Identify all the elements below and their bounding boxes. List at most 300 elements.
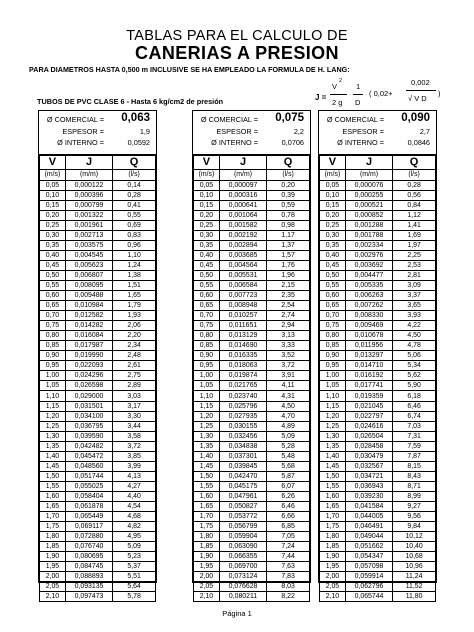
head-loss-cell: 0,039230 xyxy=(345,491,392,501)
flow-cell: 5,09 xyxy=(267,431,310,441)
head-loss-cell: 0,000097 xyxy=(219,180,266,190)
head-loss-cell: 0,030479 xyxy=(345,451,392,461)
velocity-cell: 1,50 xyxy=(320,471,346,481)
table-row xyxy=(194,431,310,441)
velocity-cell: 0,40 xyxy=(40,250,66,260)
velocity-cell: 0,50 xyxy=(40,270,66,280)
head-loss-cell: 0,016192 xyxy=(345,371,392,381)
velocity-cell: 1,95 xyxy=(40,562,66,572)
velocity-cell: 0,95 xyxy=(320,361,346,371)
table-row xyxy=(40,522,156,532)
head-loss-cell: 0,001961 xyxy=(65,220,112,230)
velocity-cell: 1,00 xyxy=(40,371,66,381)
head-loss-cell: 0,004477 xyxy=(345,270,392,280)
flow-cell: 1,37 xyxy=(267,240,310,250)
flow-cell: 3,44 xyxy=(113,421,156,431)
velocity-cell: 1,60 xyxy=(194,491,220,501)
velocity-cell: 0,95 xyxy=(40,361,66,371)
table-row xyxy=(320,381,436,391)
flow-cell: 3,85 xyxy=(113,451,156,461)
velocity-cell: 0,40 xyxy=(320,250,346,260)
column-units xyxy=(320,170,436,181)
head-loss-cell: 0,000641 xyxy=(219,200,266,210)
table-row xyxy=(40,311,156,321)
head-loss-cell: 0,021045 xyxy=(345,401,392,411)
table-row xyxy=(320,200,436,210)
formula-one: 1 xyxy=(356,82,361,91)
table-row xyxy=(320,461,436,471)
table-row xyxy=(320,572,436,582)
velocity-loss-flow-table xyxy=(39,155,156,602)
interno-label: Ø INTERNO = xyxy=(57,138,104,147)
table-row xyxy=(40,331,156,341)
head-loss-cell: 0,002894 xyxy=(219,240,266,250)
velocity-cell: 1,20 xyxy=(40,411,66,421)
table-row xyxy=(194,250,310,260)
table-row xyxy=(320,321,436,331)
velocity-cell: 0,80 xyxy=(40,331,66,341)
velocity-cell: 1,95 xyxy=(194,562,220,572)
pipe-block-063 xyxy=(38,110,157,601)
flow-cell: 3,72 xyxy=(267,361,310,371)
flow-cell: 7,63 xyxy=(267,562,310,572)
velocity-cell: 1,35 xyxy=(194,441,220,451)
head-loss-cell: 0,051662 xyxy=(345,542,392,552)
head-loss-cell: 0,002192 xyxy=(219,230,266,240)
velocity-cell: 0,30 xyxy=(40,230,66,240)
table-row xyxy=(40,421,156,431)
flow-cell: 4,50 xyxy=(267,401,310,411)
formula-sqrt-vd: √ V D xyxy=(408,94,427,103)
table-row xyxy=(40,220,156,230)
table-row xyxy=(194,341,310,351)
velocity-cell: 1,30 xyxy=(194,431,220,441)
table-row xyxy=(320,532,436,542)
flow-cell: 8,99 xyxy=(393,491,436,501)
table-row xyxy=(320,391,436,401)
head-loss-cell: 0,069117 xyxy=(65,522,112,532)
head-loss-cell: 0,045472 xyxy=(65,451,112,461)
flow-cell: 11,80 xyxy=(393,592,436,602)
flow-cell: 5,62 xyxy=(393,371,436,381)
flow-cell: 3,03 xyxy=(113,391,156,401)
flow-cell: 4,89 xyxy=(267,421,310,431)
flow-cell: 3,09 xyxy=(393,280,436,290)
column-j: J xyxy=(65,156,112,170)
unit-j: (m/m) xyxy=(65,170,112,181)
title-line-1: TABLAS PARA EL CALCULO DE xyxy=(126,28,348,44)
flow-cell: 6,66 xyxy=(267,512,310,522)
velocity-cell: 0,65 xyxy=(40,301,66,311)
table-row xyxy=(320,502,436,512)
head-loss-cell: 0,024616 xyxy=(345,421,392,431)
flow-cell: 8,71 xyxy=(393,481,436,491)
flow-cell: 4,27 xyxy=(113,481,156,491)
head-loss-cell: 0,053772 xyxy=(219,512,266,522)
velocity-cell: 1,40 xyxy=(320,451,346,461)
unit-j: (m/m) xyxy=(345,170,392,181)
table-row xyxy=(40,411,156,421)
table-row xyxy=(320,592,436,602)
table-row xyxy=(194,351,310,361)
head-loss-cell: 0,014710 xyxy=(345,361,392,371)
table-row xyxy=(194,451,310,461)
head-loss-cell: 0,065449 xyxy=(65,512,112,522)
flow-cell: 1,93 xyxy=(113,311,156,321)
head-loss-cell: 0,016084 xyxy=(65,331,112,341)
table-row xyxy=(194,280,310,290)
table-row xyxy=(194,461,310,471)
head-loss-cell: 0,025796 xyxy=(219,401,266,411)
flow-cell: 2,75 xyxy=(113,371,156,381)
head-loss-cell: 0,001288 xyxy=(345,220,392,230)
head-loss-cell: 0,003685 xyxy=(219,250,266,260)
velocity-cell: 1,00 xyxy=(320,371,346,381)
flow-cell: 3,91 xyxy=(267,371,310,381)
table-row xyxy=(40,190,156,200)
head-loss-cell: 0,007723 xyxy=(219,291,266,301)
velocity-cell: 2,00 xyxy=(194,572,220,582)
unit-j: (m/m) xyxy=(219,170,266,181)
velocity-cell: 1,65 xyxy=(320,502,346,512)
flow-cell: 8,03 xyxy=(267,582,310,592)
velocity-cell: 1,15 xyxy=(40,401,66,411)
flow-cell: 7,59 xyxy=(393,441,436,451)
flow-cell: 1,41 xyxy=(393,220,436,230)
espesor-value: 1,9 xyxy=(139,127,150,136)
velocity-cell: 0,70 xyxy=(320,311,346,321)
flow-cell: 5,64 xyxy=(113,582,156,592)
velocity-cell: 0,30 xyxy=(194,230,220,240)
table-row xyxy=(40,280,156,290)
velocity-cell: 0,15 xyxy=(320,200,346,210)
head-loss-cell: 0,003575 xyxy=(65,240,112,250)
table-row xyxy=(194,582,310,592)
table-row xyxy=(320,582,436,592)
flow-cell: 1,97 xyxy=(393,240,436,250)
velocity-cell: 1,60 xyxy=(40,491,66,501)
velocity-cell: 1,40 xyxy=(40,451,66,461)
pipe-block-090 xyxy=(318,110,437,601)
head-loss-cell: 0,000255 xyxy=(345,190,392,200)
velocity-cell: 1,50 xyxy=(40,471,66,481)
formula-fraction-bar-1 xyxy=(330,94,347,95)
table-row xyxy=(320,451,436,461)
table-row xyxy=(320,210,436,220)
head-loss-cell: 0,046491 xyxy=(345,522,392,532)
head-loss-cell: 0,059914 xyxy=(345,572,392,582)
head-loss-cell: 0,029000 xyxy=(65,391,112,401)
head-loss-cell: 0,022797 xyxy=(345,411,392,421)
velocity-cell: 1,05 xyxy=(40,381,66,391)
head-loss-cell: 0,009469 xyxy=(345,321,392,331)
head-loss-cell: 0,049044 xyxy=(345,532,392,542)
velocity-cell: 1,85 xyxy=(320,542,346,552)
velocity-cell: 0,20 xyxy=(40,210,66,220)
head-loss-cell: 0,093135 xyxy=(65,582,112,592)
flow-cell: 1,38 xyxy=(113,270,156,280)
head-loss-cell: 0,080211 xyxy=(219,592,266,602)
head-loss-cell: 0,001582 xyxy=(219,220,266,230)
head-loss-cell: 0,039845 xyxy=(219,461,266,471)
velocity-cell: 1,45 xyxy=(320,461,346,471)
table-row xyxy=(320,562,436,572)
flow-cell: 2,74 xyxy=(267,311,310,321)
flow-cell: 1,79 xyxy=(113,301,156,311)
flow-cell: 3,65 xyxy=(393,301,436,311)
head-loss-cell: 0,000396 xyxy=(65,190,112,200)
column-q: Q xyxy=(113,156,156,170)
velocity-cell: 1,15 xyxy=(194,401,220,411)
table-row xyxy=(320,250,436,260)
interno-label: Ø INTERNO = xyxy=(211,138,258,147)
flow-cell: 4,13 xyxy=(113,471,156,481)
velocity-cell: 0,55 xyxy=(40,280,66,290)
velocity-cell: 1,05 xyxy=(194,381,220,391)
flow-cell: 1,76 xyxy=(267,260,310,270)
flow-cell: 5,78 xyxy=(113,592,156,602)
unit-v: (m/s) xyxy=(194,170,220,181)
velocity-cell: 0,65 xyxy=(194,301,220,311)
flow-cell: 10,68 xyxy=(393,552,436,562)
formula-paren: ( 0,02+ xyxy=(369,89,393,98)
head-loss-cell: 0,032567 xyxy=(345,461,392,471)
title-line-2: CANERIAS A PRESION xyxy=(135,43,339,63)
head-loss-cell: 0,000316 xyxy=(219,190,266,200)
flow-cell: 0,69 xyxy=(113,220,156,230)
table-row xyxy=(194,371,310,381)
interno-label: Ø INTERNO = xyxy=(337,138,384,147)
unit-v: (m/s) xyxy=(320,170,346,181)
head-loss-cell: 0,008095 xyxy=(65,280,112,290)
table-row xyxy=(40,240,156,250)
head-loss-cell: 0,097473 xyxy=(65,592,112,602)
flow-cell: 2,20 xyxy=(113,331,156,341)
velocity-cell: 2,10 xyxy=(194,592,220,602)
table-row xyxy=(320,280,436,290)
velocity-cell: 0,75 xyxy=(40,321,66,331)
flow-cell: 5,51 xyxy=(113,572,156,582)
head-loss-cell: 0,022093 xyxy=(65,361,112,371)
head-loss-cell: 0,018063 xyxy=(219,361,266,371)
table-row xyxy=(40,461,156,471)
table-row xyxy=(320,361,436,371)
formula-j: J = xyxy=(315,93,327,102)
flow-cell: 3,52 xyxy=(267,351,310,361)
column-q: Q xyxy=(267,156,310,170)
velocity-cell: 0,90 xyxy=(320,351,346,361)
flow-cell: 0,14 xyxy=(113,180,156,190)
column-v: V xyxy=(320,156,346,170)
velocity-cell: 1,45 xyxy=(194,461,220,471)
head-loss-cell: 0,017741 xyxy=(345,381,392,391)
table-row xyxy=(40,401,156,411)
flow-cell: 10,96 xyxy=(393,562,436,572)
head-loss-cell: 0,004545 xyxy=(65,250,112,260)
flow-cell: 3,17 xyxy=(113,401,156,411)
velocity-cell: 1,25 xyxy=(40,421,66,431)
flow-cell: 7,24 xyxy=(267,542,310,552)
table-row xyxy=(194,200,310,210)
flow-cell: 3,13 xyxy=(267,331,310,341)
velocity-cell: 0,05 xyxy=(320,180,346,190)
table-row xyxy=(40,210,156,220)
head-loss-cell: 0,004564 xyxy=(219,260,266,270)
flow-cell: 10,12 xyxy=(393,532,436,542)
head-loss-cell: 0,010678 xyxy=(345,331,392,341)
table-row xyxy=(194,542,310,552)
head-loss-cell: 0,019990 xyxy=(65,351,112,361)
column-units xyxy=(194,170,310,181)
head-loss-cell: 0,014690 xyxy=(219,341,266,351)
table-row xyxy=(40,321,156,331)
velocity-cell: 1,80 xyxy=(320,532,346,542)
velocity-cell: 1,70 xyxy=(194,512,220,522)
velocity-cell: 1,70 xyxy=(40,512,66,522)
espesor-label: ESPESOR = xyxy=(62,127,104,136)
velocity-cell: 0,50 xyxy=(194,270,220,280)
table-row xyxy=(320,421,436,431)
velocity-cell: 1,50 xyxy=(194,471,220,481)
table-row xyxy=(320,180,436,190)
velocity-cell: 1,25 xyxy=(194,421,220,431)
head-loss-cell: 0,000521 xyxy=(345,200,392,210)
velocity-cell: 0,90 xyxy=(40,351,66,361)
velocity-cell: 1,40 xyxy=(194,451,220,461)
table-row xyxy=(320,291,436,301)
velocity-cell: 1,75 xyxy=(40,522,66,532)
flow-cell: 2,81 xyxy=(393,270,436,280)
flow-cell: 11,52 xyxy=(393,582,436,592)
velocity-cell: 0,90 xyxy=(194,351,220,361)
velocity-cell: 2,00 xyxy=(320,572,346,582)
flow-cell: 4,95 xyxy=(113,532,156,542)
flow-cell: 3,58 xyxy=(113,431,156,441)
velocity-cell: 1,70 xyxy=(320,512,346,522)
table-row xyxy=(194,572,310,582)
velocity-cell: 1,95 xyxy=(320,562,346,572)
table-row xyxy=(320,552,436,562)
table-row xyxy=(40,441,156,451)
block-header xyxy=(319,111,436,155)
column-v: V xyxy=(40,156,66,170)
velocity-cell: 0,10 xyxy=(194,190,220,200)
table-row xyxy=(194,532,310,542)
velocity-cell: 1,90 xyxy=(40,552,66,562)
velocity-cell: 0,50 xyxy=(320,270,346,280)
velocity-cell: 0,35 xyxy=(320,240,346,250)
table-row xyxy=(194,562,310,572)
velocity-cell: 0,75 xyxy=(194,321,220,331)
head-loss-cell: 0,013297 xyxy=(345,351,392,361)
flow-cell: 2,06 xyxy=(113,321,156,331)
velocity-cell: 1,35 xyxy=(40,441,66,451)
head-loss-cell: 0,062796 xyxy=(345,582,392,592)
head-loss-cell: 0,054347 xyxy=(345,552,392,562)
velocity-cell: 0,55 xyxy=(320,280,346,290)
table-row xyxy=(40,270,156,280)
table-row xyxy=(194,512,310,522)
head-loss-cell: 0,019359 xyxy=(345,391,392,401)
flow-cell: 1,10 xyxy=(113,250,156,260)
head-loss-cell: 0,011651 xyxy=(219,321,266,331)
table-row xyxy=(40,260,156,270)
flow-cell: 10,40 xyxy=(393,542,436,552)
head-loss-cell: 0,006807 xyxy=(65,270,112,280)
flow-cell: 3,99 xyxy=(113,461,156,471)
table-row xyxy=(194,311,310,321)
head-loss-cell: 0,010984 xyxy=(65,301,112,311)
flow-cell: 2,48 xyxy=(113,351,156,361)
velocity-cell: 1,30 xyxy=(320,431,346,441)
head-loss-cell: 0,002976 xyxy=(345,250,392,260)
velocity-cell: 1,90 xyxy=(320,552,346,562)
flow-cell: 5,37 xyxy=(113,562,156,572)
head-loss-cell: 0,042470 xyxy=(219,471,266,481)
flow-cell: 7,03 xyxy=(393,421,436,431)
flow-cell: 4,70 xyxy=(267,411,310,421)
flow-cell: 5,06 xyxy=(393,351,436,361)
velocity-cell: 1,10 xyxy=(320,391,346,401)
head-loss-cell: 0,014282 xyxy=(65,321,112,331)
flow-cell: 7,31 xyxy=(393,431,436,441)
flow-cell: 8,22 xyxy=(267,592,310,602)
page-footer: Página 1 xyxy=(222,609,252,618)
velocity-cell: 2,10 xyxy=(320,592,346,602)
table-row xyxy=(40,582,156,592)
formula-fraction-bar-3 xyxy=(406,90,436,91)
velocity-cell: 0,95 xyxy=(194,361,220,371)
flow-cell: 3,37 xyxy=(393,291,436,301)
espesor-label: ESPESOR = xyxy=(216,127,258,136)
velocity-cell: 1,55 xyxy=(40,481,66,491)
velocity-cell: 0,70 xyxy=(194,311,220,321)
table-row xyxy=(320,441,436,451)
table-row xyxy=(40,351,156,361)
comercial-label: Ø COMERCIAL = xyxy=(200,115,258,124)
velocity-cell: 1,75 xyxy=(194,522,220,532)
table-row xyxy=(194,230,310,240)
flow-cell: 4,40 xyxy=(113,491,156,501)
flow-cell: 2,25 xyxy=(393,250,436,260)
table-row xyxy=(40,381,156,391)
velocity-cell: 0,75 xyxy=(320,321,346,331)
velocity-cell: 1,85 xyxy=(40,542,66,552)
table-row xyxy=(194,411,310,421)
table-row xyxy=(194,491,310,501)
column-units xyxy=(40,170,156,181)
table-row xyxy=(320,481,436,491)
velocity-cell: 0,60 xyxy=(320,291,346,301)
velocity-cell: 0,15 xyxy=(194,200,220,210)
flow-cell: 6,46 xyxy=(267,502,310,512)
column-j: J xyxy=(219,156,266,170)
head-loss-cell: 0,084745 xyxy=(65,562,112,572)
table-row xyxy=(40,481,156,491)
table-row xyxy=(194,592,310,602)
head-loss-cell: 0,051744 xyxy=(65,471,112,481)
table-row xyxy=(194,391,310,401)
velocity-cell: 0,60 xyxy=(40,291,66,301)
table-row xyxy=(40,502,156,512)
interno-value: 0,0592 xyxy=(127,138,150,147)
head-loss-cell: 0,019874 xyxy=(219,371,266,381)
column-j: J xyxy=(345,156,392,170)
velocity-cell: 0,45 xyxy=(194,260,220,270)
formula-fraction-bar-2 xyxy=(353,94,363,95)
head-loss-cell: 0,041584 xyxy=(345,502,392,512)
table-row xyxy=(40,542,156,552)
